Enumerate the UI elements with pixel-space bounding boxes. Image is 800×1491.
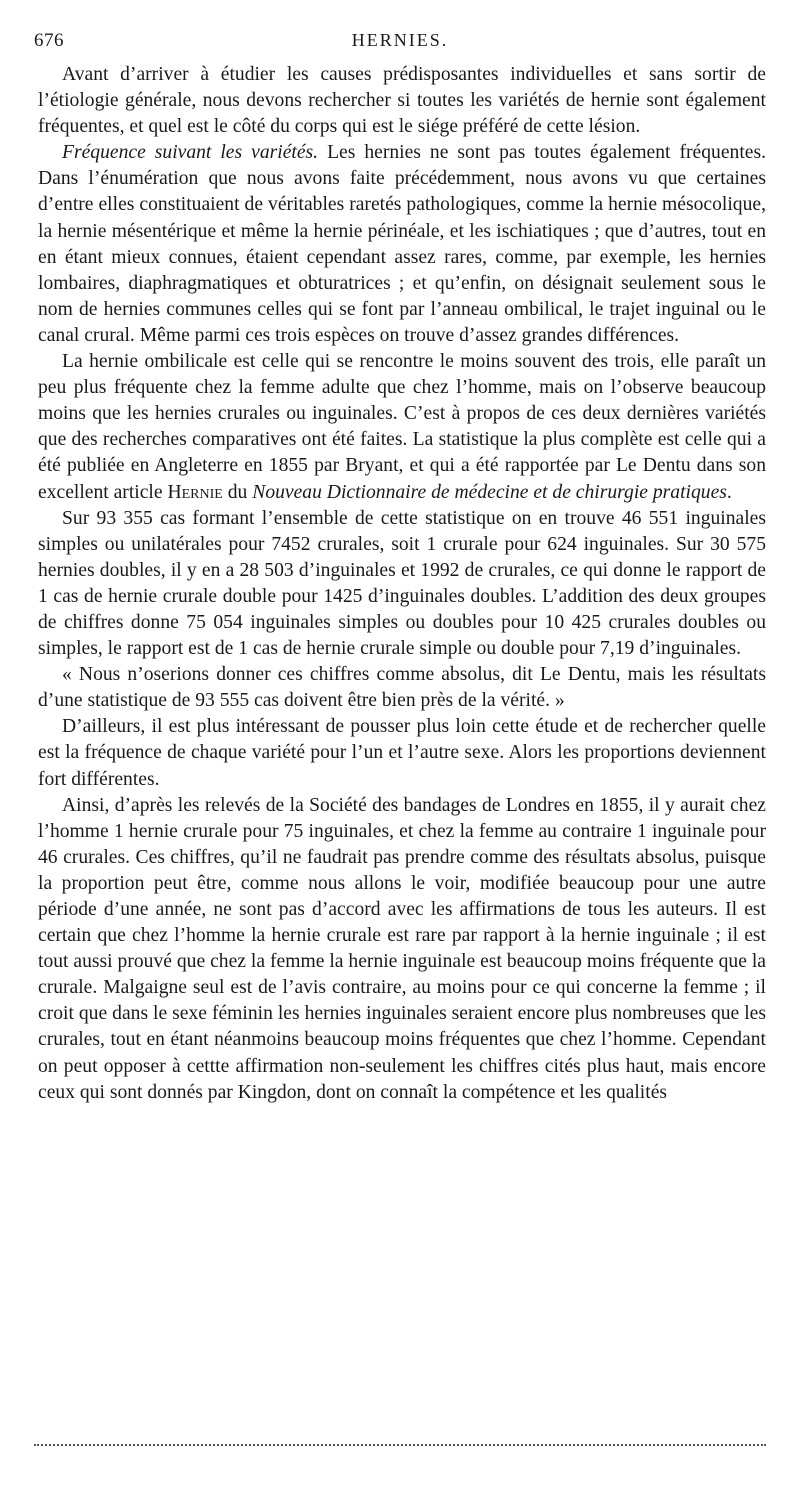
paragraph-societe-bandages xyxy=(38,793,766,1106)
section-lead-heading: Fréquence suivant les variétés. xyxy=(62,142,319,164)
paragraph-frequence-varietes xyxy=(38,140,766,349)
footer-dotted-rule xyxy=(34,1444,766,1446)
paragraph-citation-le-dentu xyxy=(38,662,766,714)
body-text xyxy=(38,62,766,1106)
paragraph-hernie-ombilicale xyxy=(38,349,766,506)
paragraph-text: D’ailleurs, il est plus intéressant de pousser plus loin cette étude et de rechercher quelle est la fréquence de chaque variété pour l’un et l’autre sexe. Alors les proportions deviennent fort différentes. xyxy=(38,716,766,790)
paragraph-statistique xyxy=(38,506,766,663)
paragraph-text: du xyxy=(227,481,248,503)
page-number: 676 xyxy=(34,30,64,51)
running-title: HERNIES. xyxy=(351,30,449,50)
paragraph-text: Ainsi, d’après les relevés de la Société des bandages de Londres en 1855, il y aurait chez l’homme 1 hernie crurale pour 75 inguinales, et chez la femme au contraire 1 inguinale pour 46 crurales. Ces chiffres, qu’il ne faudrait pas prendre comme des résultats absolus, puisque la proportion peut être, comme nous allons le voir, modifiée beaucoup pour une autre période d’une année, ne sont pas d’accord avec les affirmations de tous les auteurs. Il est certain que chez l’homme la hernie crurale est rare par rapport à la hernie inguinale ; il est tout aussi prouvé que chez la femme la hernie inguinale est beaucoup moins fréquente que la crurale. Malgaigne seul est de l’avis contraire, au moins pour ce qui concerne la femme ; il croit que dans le sexe féminin les hernies inguinales seraient encore plus nombreuses que les crurales, tout en étant néanmoins beaucoup moins fréquentes que chez l’homme. Cependant on peut opposer à cettte affirmation non-seulement les chiffres cités plus haut, mais encore ceux qui sont donnés par Kingdon, dont on connaît la compétence et les qualités xyxy=(38,794,766,1103)
cited-work-title: Nouveau Dictionnaire de médecine et de chirurgie pratiques xyxy=(252,481,727,503)
paragraph-text: Sur 93 355 cas formant l’ensemble de cette statistique on en trouve 46 551 inguinales simples ou unilatérales pour 7452 crurales, soit 1 crurale pour 624 inguinales. Sur 30 575 hernies doubles, il y en a 28 503 d’inguinales et 1992 de crurales, ce qui donne le rapport de 1 cas de hernie crurale double pour 1425 d’inguinales doubles. L’addition des deux groupes de chiffres donne 75 054 inguinales simples ou doubles pour 10 425 crurales doubles ou simples, le rapport est de 1 cas de hernie crurale simple ou double pour 7,19 d’inguinales. xyxy=(38,507,766,660)
paragraph-sexe xyxy=(38,714,766,792)
paragraph-text: « Nous n’oserions donner ces chiffres comme absolus, dit Le Dentu, mais les résultats d’une statistique de 93 555 cas doivent être bien près de la vérité. » xyxy=(38,664,766,712)
page-header xyxy=(34,30,766,60)
paragraph-text: Avant d’arriver à étudier les causes prédisposantes individuelles et sans sortir de l’étiologie générale, nous devons rechercher si toutes les variétés de hernie sont également fréquentes, et quel est le côté du corps qui est le siége préféré de cette lésion. xyxy=(38,64,766,138)
paragraph-text: La hernie ombilicale est celle qui se rencontre le moins souvent des trois, elle paraît un peu plus fréquente chez la femme adulte que chez l’homme, mais on l’observe beaucoup moins que les hernies crurales ou inguinales. C’est à propos de ces deux dernières variétés que des recherches comparatives ont été faites. La statistique la plus complète est celle qui a été publiée en Angleterre en 1855 par Bryant, et qui a été rapportée par Le Dentu dans son excellent article xyxy=(38,351,766,503)
paragraph-intro xyxy=(38,62,766,140)
paragraph-text: . xyxy=(726,481,732,503)
paragraph-text: Les hernies ne sont pas toutes également fréquentes. Dans l’énumération que nous avons faite précédemment, nous avons vu que certaines d’entre elles constituaient de véritables raretés pathologiques, comme la hernie mésocolique, la hernie mésentérique et même la hernie périnéale, et les ischiatiques ; que d’autres, tout en en étant mieux connues, étaient cependant assez rares, comme, par exemple, les hernies lombaires, diaphragmatiques et obturatrices ; et qu’enfin, on désignait seulement sous le nom de hernies communes celles qui se font par l’anneau ombilical, le trajet inguinal ou le canal crural. Même parmi ces trois espèces on trouve d’assez grandes différences. xyxy=(38,142,766,346)
article-title-smallcaps: Hernie xyxy=(167,481,223,503)
